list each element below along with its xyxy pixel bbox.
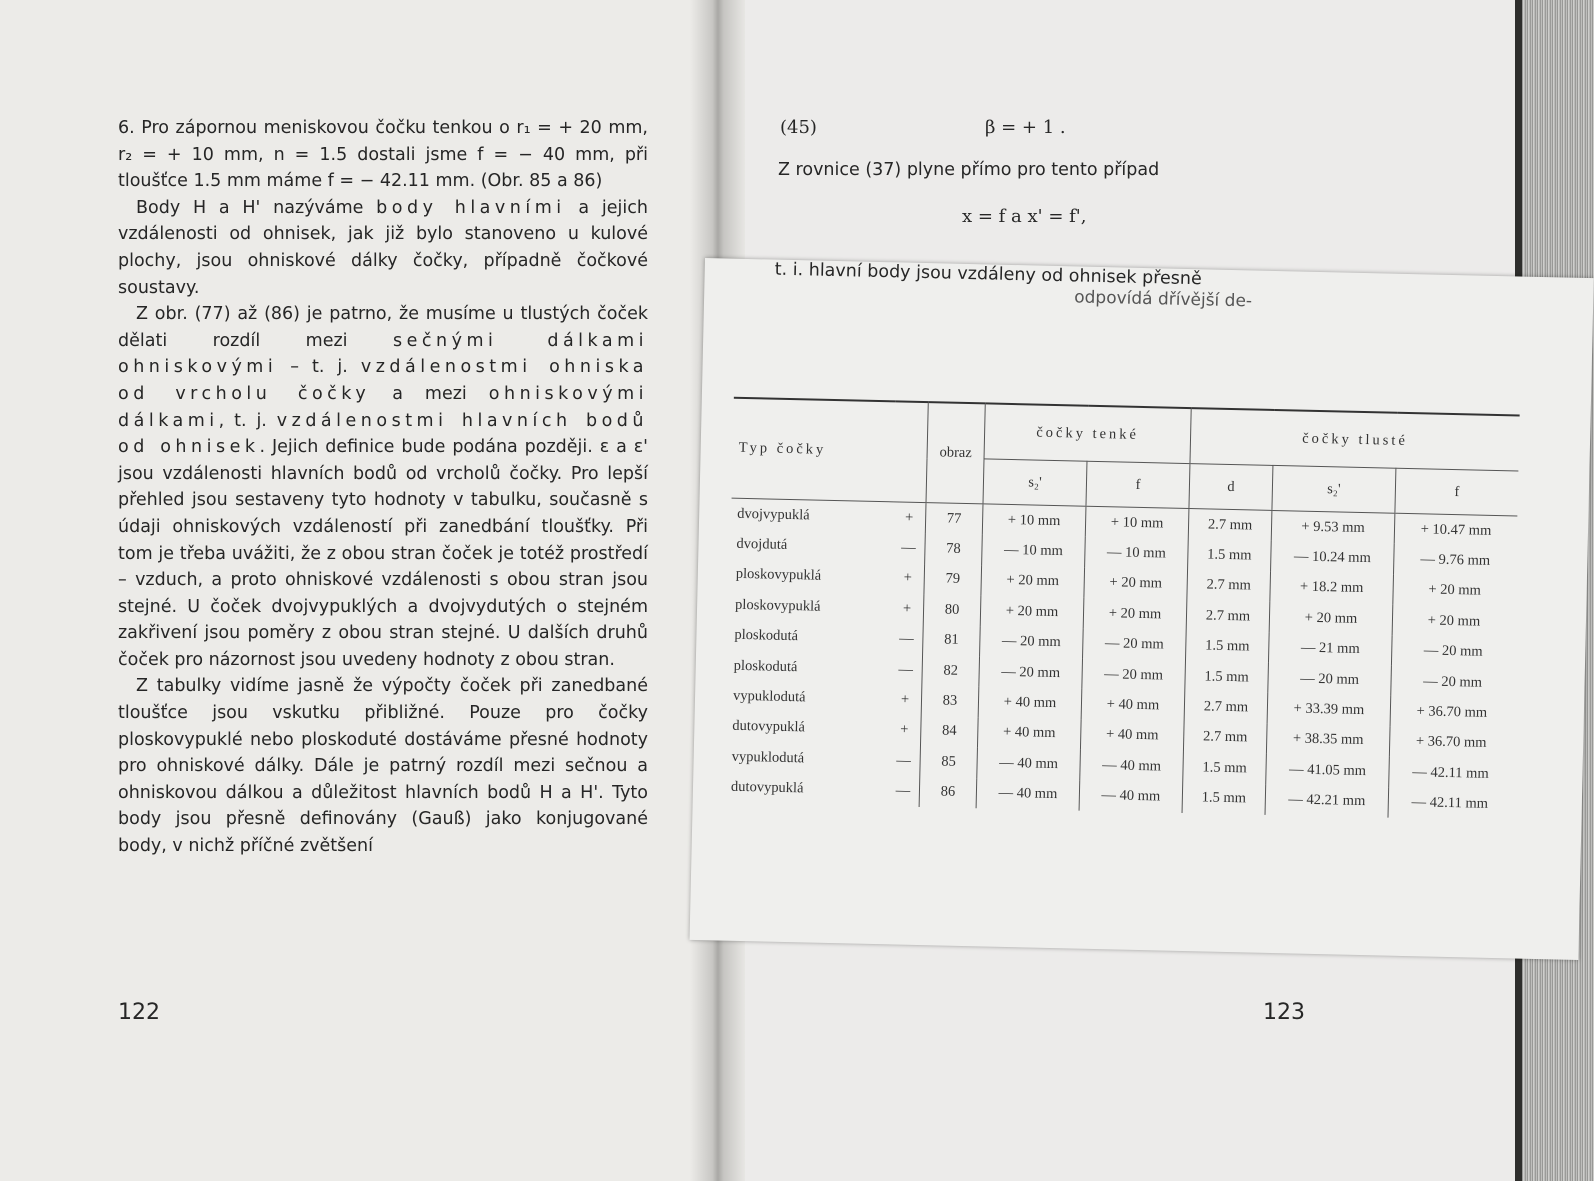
cell-d: 2.7 mm <box>1184 691 1268 723</box>
cell-s2: — 20 mm <box>980 626 1084 659</box>
spaced-term: vzdálenostmi ohniska od vrcholu čočky <box>118 357 648 404</box>
cell-d: 2.7 mm <box>1188 509 1272 542</box>
cell-name: dutovypuklá <box>730 778 804 797</box>
text-run: . Jejich definice bude podána později. ε a ε' jsou vzdálenosti hlavních bodů od vrcholů čočky. Pro lepší přehled jsou sestaveny tyto hodnoty v tabulku, současně s údaji ohniskových vzdáleností při zanedbání tloušťky. Při tom je třeba uvážiti, že z obou stran čoček je totéž prostředí – vzduch, a proto ohniskové vzdálenosti s obou stran jsou stejné. U čoček dvojvypuklých a dvojvydutých o stejném zakřivení jsou poměry z obou stran stejné. U dalších druhů čoček pro názornost jsou uvedeny hodnoty z obou stran. <box>118 437 648 670</box>
cell-f-thick: + 36.70 mm <box>1390 696 1513 729</box>
cell-s2-thick: — 21 mm <box>1268 632 1392 665</box>
cell-s2-thick: + 38.35 mm <box>1266 724 1390 757</box>
cell-name: ploskovypuklá <box>735 566 822 585</box>
cell-sign: — <box>895 782 911 799</box>
lens-table <box>725 397 1520 821</box>
cell-sign: + <box>900 691 910 708</box>
cell-name: ploskodutá <box>734 627 799 645</box>
text-run: Z obr. (77) až (86) je patrno, že musíme u tlustých čoček dělati rozdíl mezi <box>118 304 648 351</box>
cell-d: 1.5 mm <box>1183 752 1267 784</box>
cell-f-thick: — 42.11 mm <box>1389 757 1512 790</box>
cell-obr: 84 <box>920 716 978 748</box>
spaced-term: sečnými dálkami ohniskovými <box>118 330 648 378</box>
spaced-term: body hlavními <box>376 197 566 218</box>
cell-s2: — 20 mm <box>979 656 1083 689</box>
cell-obr: 80 <box>923 594 981 626</box>
page-number-left: 122 <box>118 1000 160 1025</box>
text-partial-line: odpovídá dřívější de- <box>1073 287 1253 312</box>
header-d: d <box>1189 464 1273 511</box>
cell-s2: + 10 mm <box>982 504 1086 537</box>
cell-s2: + 20 mm <box>980 596 1084 629</box>
paragraph-6: 6. Pro zápornou meniskovou čočku tenkou o r₁ = + 20 mm, r₂ = + 10 mm, n = 1.5 dostali jsme f = − 40 mm, při tloušťce 1.5 mm máme f = − 42.11 mm. (Obr. 85 a 86) <box>118 118 648 192</box>
table-header-row <box>733 398 1520 471</box>
cell-f: + 20 mm <box>1084 567 1188 600</box>
spaced-term: vzdálenostmi hlavních bodů od ohnisek <box>118 410 648 458</box>
cell-f: — 20 mm <box>1082 659 1186 692</box>
cell-sign: + <box>903 570 913 587</box>
cell-s2: + 20 mm <box>981 565 1085 598</box>
cell-f: + 40 mm <box>1081 689 1185 722</box>
cell-name: dutovypuklá <box>732 718 806 736</box>
cell-d: 2.7 mm <box>1187 570 1271 602</box>
cell-f-thick: — 9.76 mm <box>1393 544 1516 577</box>
equation-beta: β = + 1 . <box>985 117 1066 138</box>
equation-x: x = f a x' = f', <box>962 206 1087 227</box>
cell-f-thick: + 36.70 mm <box>1389 726 1512 759</box>
cell-sign: — <box>898 630 914 648</box>
cell-d: 1.5 mm <box>1185 631 1269 663</box>
cell-f: + 10 mm <box>1085 506 1189 539</box>
cell-s2: — 40 mm <box>977 747 1081 780</box>
cell-sign: + <box>900 721 909 739</box>
cell-s2: — 10 mm <box>982 535 1086 568</box>
cell-s2: — 40 mm <box>976 778 1080 811</box>
cell-s2-thick: — 20 mm <box>1268 663 1392 696</box>
cell-s2-thick: — 41.05 mm <box>1266 754 1390 787</box>
cell-sign: — <box>896 752 912 769</box>
cell-f-thick: + 20 mm <box>1392 605 1515 638</box>
cell-f: — 40 mm <box>1080 750 1184 783</box>
header-f: f <box>1086 461 1190 508</box>
cell-f-thick: — 20 mm <box>1391 666 1514 699</box>
cell-sign: — <box>901 539 916 556</box>
page-number-right: 123 <box>1263 1000 1305 1025</box>
cell-s2-thick: + 9.53 mm <box>1271 510 1395 544</box>
cell-obr: 77 <box>925 503 983 535</box>
cell-f-thick: + 20 mm <box>1393 574 1516 607</box>
cell-f: — 20 mm <box>1083 628 1187 661</box>
header-obraz: obraz <box>926 402 985 504</box>
equation-number: (45) <box>780 117 817 138</box>
cell-f: + 40 mm <box>1080 719 1184 752</box>
left-page-text <box>118 115 648 860</box>
header-tluste: čočky tlusté <box>1190 408 1520 471</box>
cell-name: ploskovypuklá <box>734 596 821 615</box>
cell-sign: + <box>902 600 912 617</box>
cell-name: vypuklodutá <box>731 748 805 767</box>
header-s2-thick: s₂' <box>1272 465 1396 513</box>
cell-d: 1.5 mm <box>1188 539 1272 571</box>
cell-obr: 85 <box>920 746 978 778</box>
text-run: a mezi <box>370 383 489 404</box>
cell-name: ploskodutá <box>733 657 798 675</box>
header-tenke: čočky tenké <box>984 403 1191 463</box>
cell-sign: + <box>904 509 914 526</box>
cell-s2-thick: + 20 mm <box>1269 602 1393 635</box>
cell-f: + 20 mm <box>1083 598 1187 631</box>
text-run: a jejich vzdálenosti od ohnisek, jak již bylo stanoveno u kulové plochy, jsou ohniskové dálky čočky, případně čočkové soustavy. <box>118 197 648 298</box>
cell-obr: 83 <box>921 685 979 717</box>
cell-name: vypuklodutá <box>732 687 806 706</box>
paragraph-definitions <box>118 301 648 673</box>
cell-d: 1.5 mm <box>1182 782 1266 814</box>
cell-d: 1.5 mm <box>1185 661 1269 693</box>
cell-s2: + 40 mm <box>978 687 1082 720</box>
header-s2: s₂' <box>983 459 1087 506</box>
text-run: – t. j. <box>277 357 361 378</box>
cell-obr: 82 <box>922 655 980 687</box>
cell-s2-thick: + 18.2 mm <box>1270 572 1394 605</box>
cell-obr: 78 <box>925 533 983 565</box>
cell-f: — 40 mm <box>1079 780 1183 813</box>
left-page <box>0 0 705 1181</box>
cell-name: dvojdutá <box>736 535 788 554</box>
text-run: , t. j. <box>218 410 277 431</box>
cell-obr: 81 <box>923 625 981 657</box>
header-f-thick: f <box>1395 468 1518 516</box>
cell-d: 2.7 mm <box>1186 600 1270 632</box>
cell-f-thick: + 10.47 mm <box>1394 513 1517 547</box>
cell-f-thick: — 20 mm <box>1391 635 1514 668</box>
cell-f: — 10 mm <box>1085 537 1189 570</box>
text-rovnice: Z rovnice (37) plyne přímo pro tento případ <box>778 160 1160 180</box>
spaced-term: ohniskovými dálkami <box>118 383 648 431</box>
cell-s2-thick: — 10.24 mm <box>1271 541 1395 574</box>
cell-obr: 86 <box>919 777 977 809</box>
cell-name: dvojvypuklá <box>737 505 810 524</box>
paragraph-body-points <box>118 195 648 301</box>
cell-obr: 79 <box>924 564 982 596</box>
cell-f-thick: — 42.11 mm <box>1388 787 1511 820</box>
cell-s2: + 40 mm <box>977 717 1081 750</box>
cell-d: 2.7 mm <box>1183 722 1267 754</box>
paragraph-table-summary: Z tabulky vidíme jasně že výpočty čoček při zanedbané tloušťce jsou vskutku přibližné. Pouze pro čočky ploskovypuklé nebo ploskoduté dostáváme přesné hodnoty pro ohniskové dálky. Dále je patrný rozdíl mezi sečnou a ohniskovou dálkou a důležitost hlavních bodů H a H'. Tyto body jsou přesně definovány (Gauß) jako konjugované body, v nichž příčné zvětšení <box>118 676 648 857</box>
header-typ: Typ čočky <box>732 398 929 503</box>
cell-s2-thick: + 33.39 mm <box>1267 693 1391 726</box>
text-run: Body H a H' nazýváme <box>136 197 377 218</box>
cell-s2-thick: — 42.21 mm <box>1265 784 1389 817</box>
text-hlavni-body: t. i. hlavní body jsou vzdáleny od ohnisek přesně <box>774 259 1202 290</box>
cell-sign: — <box>898 661 914 678</box>
inserted-table-sheet <box>690 258 1594 960</box>
